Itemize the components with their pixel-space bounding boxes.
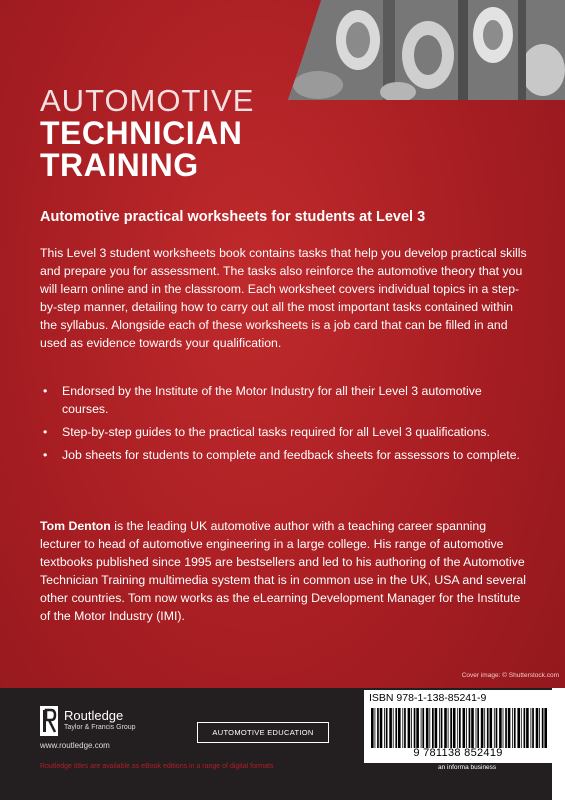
title-line-1: AUTOMOTIVE [40, 83, 255, 118]
barcode-digits: 9 781138 852419 [413, 747, 503, 759]
ebook-note: Routledge titles are available as eBook editions in a range of digital formats [40, 763, 274, 770]
author-bio [40, 517, 530, 625]
cover-image-credit: Cover image: © Shutterstock.com [461, 672, 559, 679]
bullet-icon: • [43, 384, 48, 398]
isbn: ISBN 978-1-138-85241-9 [369, 692, 487, 704]
title-line-3: TRAINING [40, 147, 199, 183]
subtitle: Automotive practical worksheets for students at Level 3 [40, 209, 426, 225]
list-item [40, 423, 530, 441]
subject-category-label: AUTOMOTIVE EDUCATION [197, 722, 329, 743]
publisher-group: Taylor & Francis Group [64, 724, 136, 731]
list-item-text: Job sheets for students to complete and feedback sheets for assessors to complete. [62, 448, 520, 462]
title-line-2: TECHNICIAN [40, 115, 243, 151]
engine-photo [288, 0, 565, 100]
list-item-text: Step-by-step guides to the practical tasks required for all Level 3 qualifications. [62, 425, 490, 439]
routledge-logo-icon [40, 706, 58, 736]
publisher-website[interactable]: www.routledge.com [40, 741, 110, 750]
feature-list [40, 382, 530, 469]
intro-paragraph: This Level 3 student worksheets book contains tasks that help you develop practical skills and prepare you for assessment. The tasks also reinforce the automotive theory that you will learn online and in the classroom. Each worksheet covers individual topics in a step-by-step manner, detailing how to carry out all the most important tasks contained within the syllabus. Alongside each of these worksheets is a job card that can be filled in and used as evidence towards your qualification. [40, 246, 527, 350]
author-name: Tom Denton [40, 519, 111, 533]
list-item [40, 446, 530, 464]
cover-edge [552, 688, 565, 800]
barcode-panel [364, 690, 552, 763]
bullet-icon: • [43, 448, 48, 462]
barcode-image [369, 708, 547, 748]
bullet-icon: • [43, 425, 48, 439]
informa-tagline: an informa business [438, 764, 497, 771]
list-item-text: Endorsed by the Institute of the Motor Industry for all their Level 3 automotive courses. [62, 384, 482, 416]
author-bio-text: is the leading UK automotive author with a teaching career spanning lecturer to head of automotive engineering in a large college. His range of automotive textbooks published since 1995 are bestsellers and led to his authoring of the Automotive Technician Training multimedia system that is in common use in the UK, USA and several other countries. Tom now works as the eLearning Development Manager for the Institute of the Motor Industry (IMI). [40, 519, 526, 623]
list-item [40, 382, 530, 418]
publisher-name: Routledge [64, 708, 124, 723]
